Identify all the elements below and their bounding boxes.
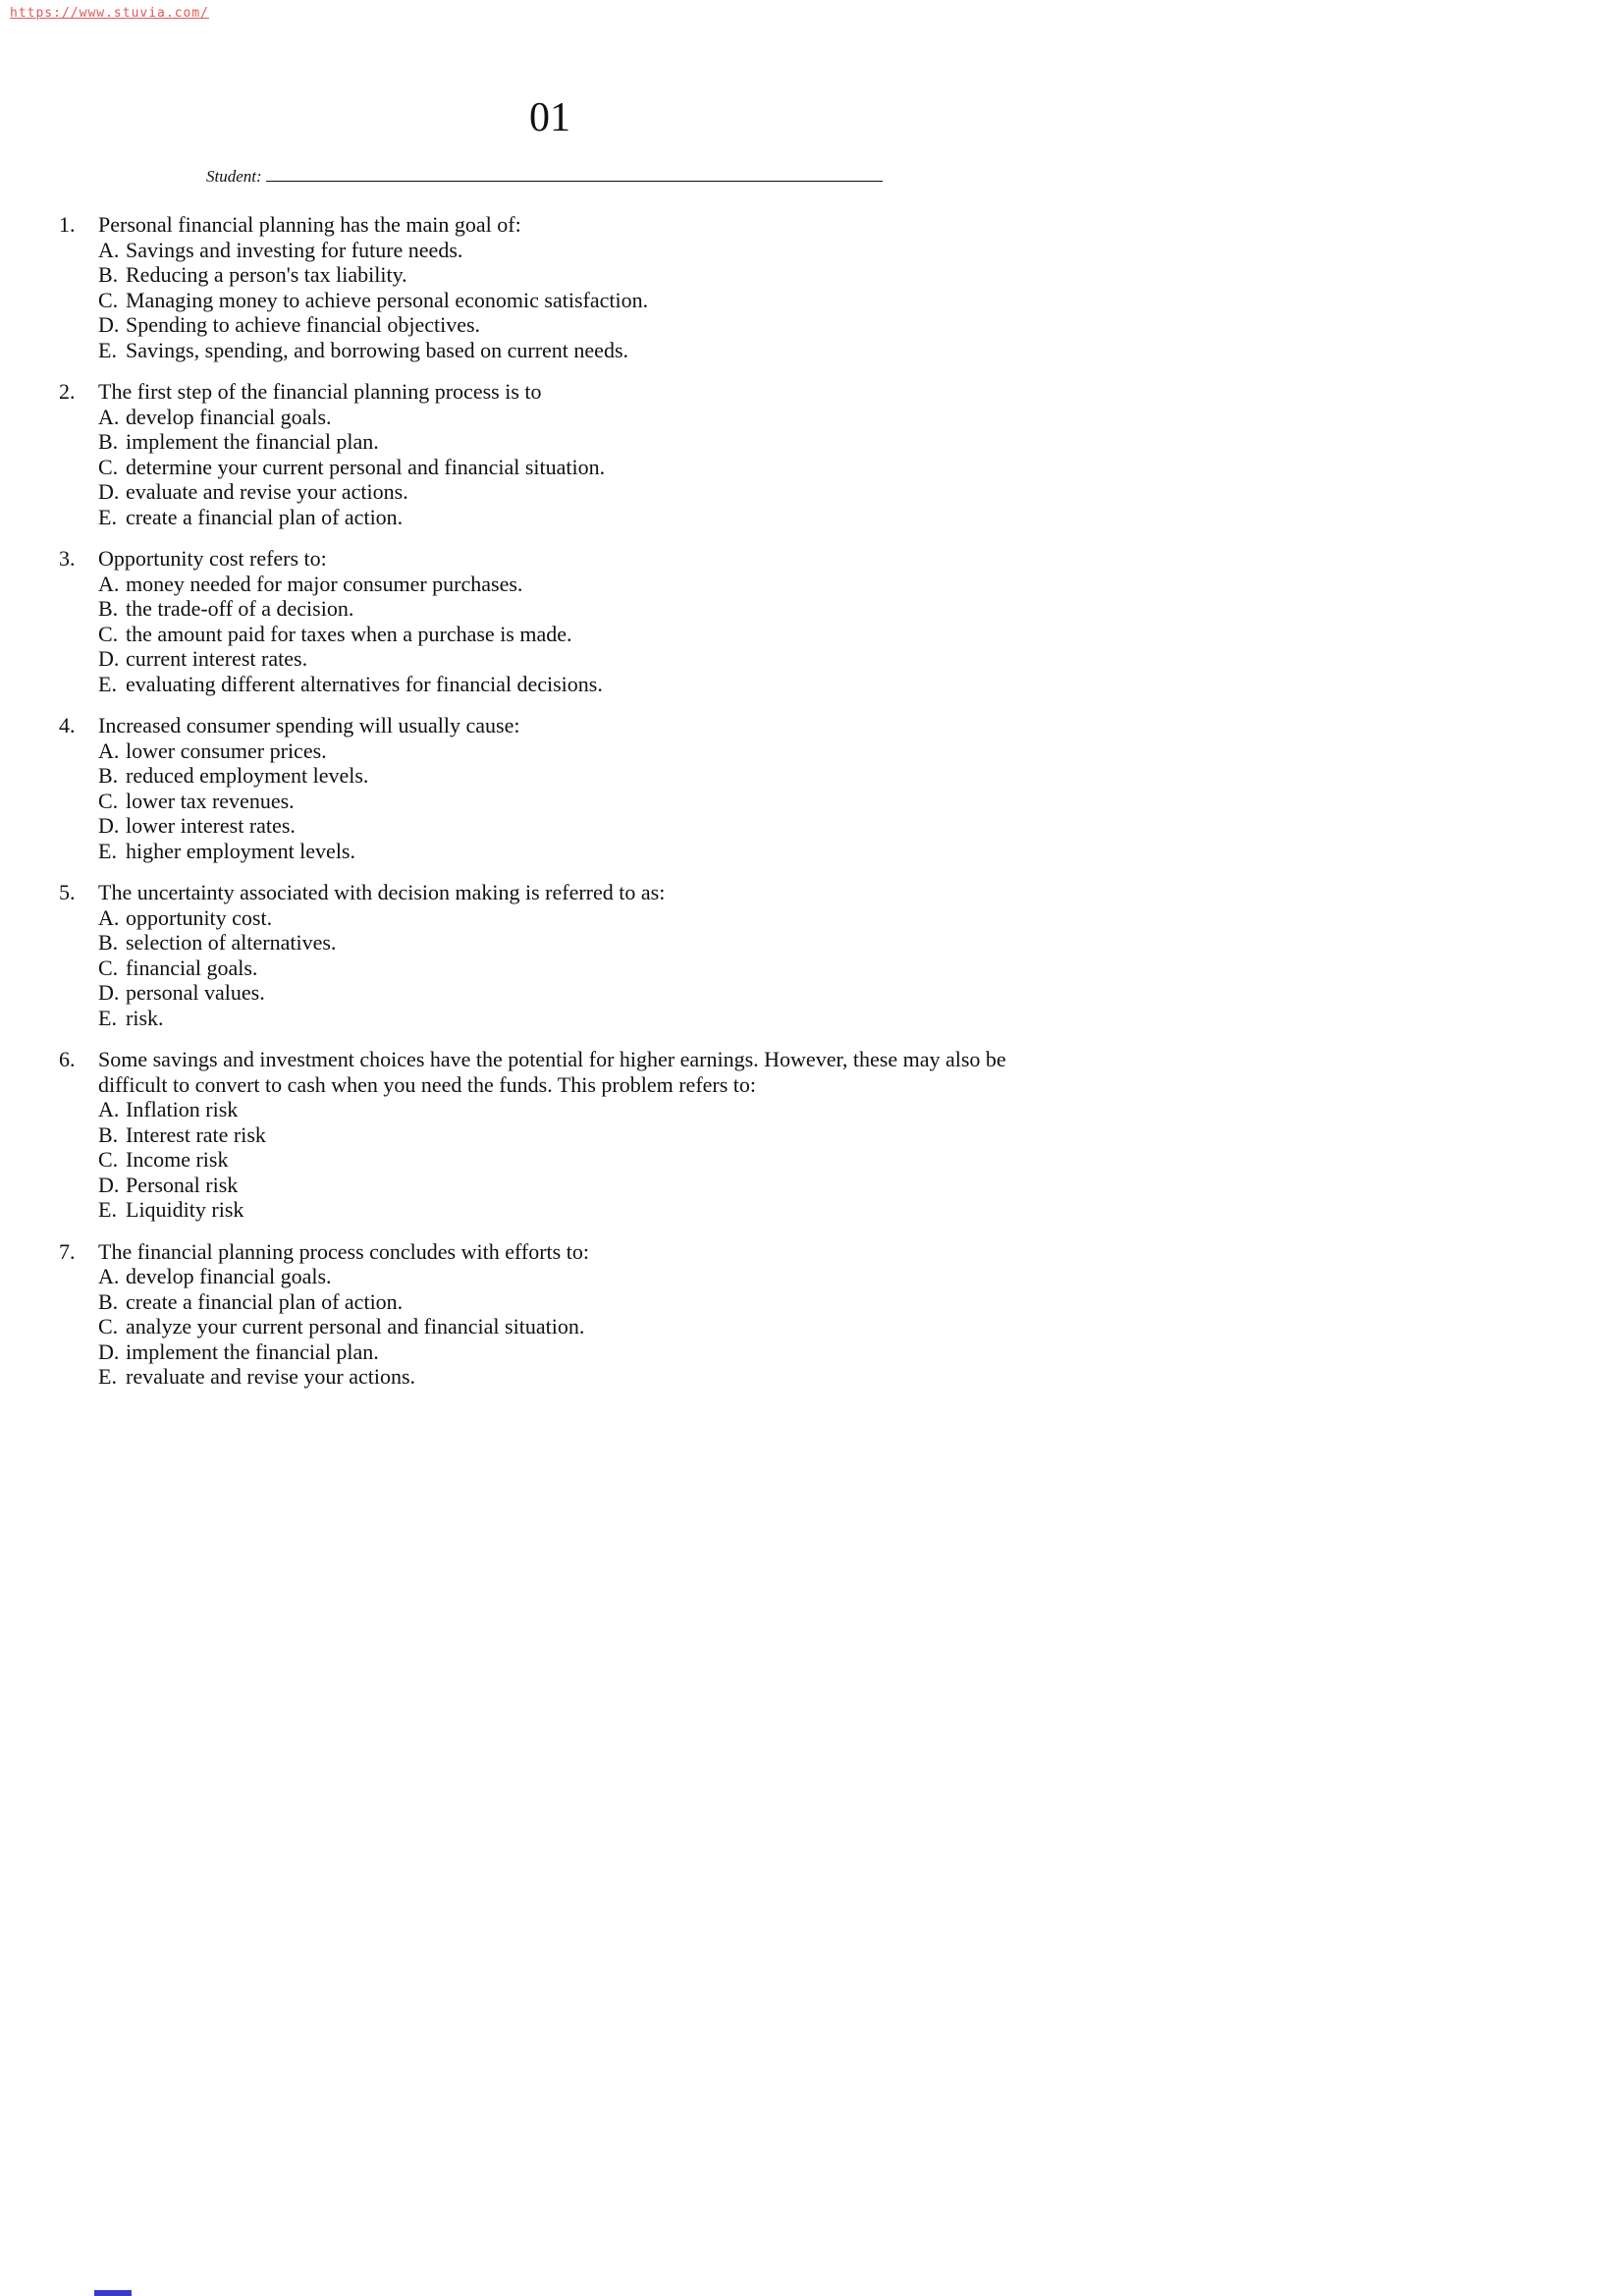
answer-option	[98, 1364, 1041, 1390]
answer-option	[98, 429, 1041, 455]
answer-option	[98, 1006, 1041, 1031]
option-letter: C.	[98, 788, 119, 813]
option-letter: E.	[98, 671, 117, 696]
question-text: The first step of the financial planning process is to	[98, 379, 542, 404]
answer-option	[98, 956, 1041, 981]
option-text: financial goals.	[126, 955, 258, 980]
answer-option	[98, 1314, 1041, 1339]
option-letter: B.	[98, 1121, 119, 1147]
option-letter: D.	[98, 1339, 120, 1364]
option-text: evaluating different alternatives for financial decisions.	[126, 671, 603, 696]
option-text: higher employment levels.	[126, 838, 355, 863]
option-text: revaluate and revise your actions.	[126, 1364, 416, 1389]
option-text: create a financial plan of action.	[126, 1288, 404, 1314]
question-stem	[59, 546, 1041, 572]
answer-option	[98, 646, 1041, 672]
question-text: Increased consumer spending will usually cause:	[98, 713, 520, 738]
question-number: 7.	[59, 1238, 76, 1264]
option-text: Managing money to achieve personal economic satisfaction.	[126, 287, 649, 312]
option-text: money needed for major consumer purchases.	[126, 571, 523, 596]
option-letter: D.	[98, 813, 120, 838]
option-letter: C.	[98, 955, 119, 980]
answer-option	[98, 738, 1041, 764]
option-text: risk.	[126, 1005, 164, 1030]
option-letter: C.	[98, 287, 119, 312]
option-text: evaluate and revise your actions.	[126, 479, 408, 504]
option-text: determine your current personal and financial situation.	[126, 454, 606, 479]
option-letter: E.	[98, 337, 117, 362]
option-text: Savings and investing for future needs.	[126, 237, 463, 262]
option-text: lower tax revenues.	[126, 788, 295, 813]
answer-option	[98, 930, 1041, 956]
question-number: 2.	[59, 379, 76, 404]
option-letter: B.	[98, 930, 119, 955]
option-text: Income risk	[126, 1147, 229, 1172]
student-blank-line	[266, 168, 883, 182]
option-letter: D.	[98, 312, 120, 337]
question-number: 1.	[59, 212, 76, 237]
answer-option	[98, 980, 1041, 1006]
answer-option	[98, 405, 1041, 430]
questions-list	[59, 212, 1041, 1390]
question-text: The uncertainty associated with decision making is referred to as:	[98, 880, 666, 904]
question-number: 5.	[59, 880, 76, 904]
option-letter: A.	[98, 904, 120, 930]
question	[59, 1239, 1041, 1390]
question-text: Some savings and investment choices have the potential for higher earnings. However, these may also be difficult to convert to cash when you need the funds. This problem refers to:	[98, 1047, 1006, 1097]
site-url-link[interactable]: https://www.stuvia.com/	[10, 6, 210, 21]
option-letter: A.	[98, 738, 120, 763]
question-stem	[59, 1047, 1041, 1097]
option-letter: E.	[98, 1197, 117, 1222]
option-text: lower interest rates.	[126, 813, 296, 838]
question-text: The financial planning process concludes with efforts to:	[98, 1238, 589, 1264]
question	[59, 379, 1041, 529]
option-letter: E.	[98, 838, 117, 863]
option-text: personal values.	[126, 980, 265, 1005]
option-letter: D.	[98, 479, 120, 504]
answer-option	[98, 622, 1041, 647]
question	[59, 713, 1041, 863]
student-line	[206, 167, 1041, 187]
option-letter: E.	[98, 504, 117, 529]
option-letter: B.	[98, 429, 119, 454]
question-number: 4.	[59, 713, 76, 738]
option-letter: A.	[98, 237, 120, 262]
answer-option	[98, 455, 1041, 480]
option-letter: A.	[98, 571, 120, 596]
answer-option	[98, 238, 1041, 263]
option-text: implement the financial plan.	[126, 429, 379, 454]
option-text: the trade-off of a decision.	[126, 596, 354, 621]
option-letter: C.	[98, 1314, 119, 1339]
option-text: analyze your current personal and financial situation.	[126, 1314, 585, 1339]
option-letter: E.	[98, 1005, 117, 1030]
option-text: lower consumer prices.	[126, 738, 327, 763]
question-number: 6.	[59, 1047, 76, 1071]
answer-option	[98, 905, 1041, 931]
document-body	[59, 94, 1041, 1406]
option-text: reduced employment levels.	[126, 763, 369, 788]
option-letter: C.	[98, 1147, 119, 1172]
option-letter: A.	[98, 1264, 120, 1288]
answer-option	[98, 1264, 1041, 1289]
option-text: create a financial plan of action.	[126, 504, 404, 529]
answer-option	[98, 288, 1041, 313]
answer-option	[98, 1122, 1041, 1148]
option-letter: B.	[98, 763, 119, 788]
option-text: the amount paid for taxes when a purchase is made.	[126, 621, 572, 646]
question-number: 3.	[59, 546, 76, 571]
answer-option	[98, 1097, 1041, 1122]
option-letter: B.	[98, 596, 119, 621]
option-text: develop financial goals.	[126, 1264, 332, 1288]
question	[59, 880, 1041, 1030]
question-stem	[59, 212, 1041, 238]
answer-option	[98, 839, 1041, 864]
question-text: Opportunity cost refers to:	[98, 546, 327, 571]
option-letter: D.	[98, 980, 120, 1005]
footer-mark	[94, 2290, 132, 2296]
answer-option	[98, 572, 1041, 597]
student-label: Student:	[206, 167, 262, 186]
question-stem	[59, 713, 1041, 738]
option-text: develop financial goals.	[126, 404, 332, 429]
question-stem	[59, 880, 1041, 905]
question	[59, 1047, 1041, 1223]
question-stem	[59, 379, 1041, 405]
page-title: 01	[529, 95, 570, 140]
answer-option	[98, 479, 1041, 505]
option-letter: D.	[98, 646, 120, 671]
option-letter: A.	[98, 404, 120, 429]
option-text: Liquidity risk	[126, 1197, 244, 1222]
option-text: opportunity cost.	[126, 904, 273, 930]
answer-option	[98, 1147, 1041, 1173]
answer-option	[98, 338, 1041, 363]
option-text: Personal risk	[126, 1172, 239, 1197]
question-stem	[59, 1239, 1041, 1265]
option-letter: C.	[98, 454, 119, 479]
option-text: Reducing a person's tax liability.	[126, 262, 407, 287]
answer-option	[98, 312, 1041, 338]
option-letter: A.	[98, 1097, 120, 1121]
question-text: Personal financial planning has the main goal of:	[98, 212, 521, 237]
option-text: Savings, spending, and borrowing based on current needs.	[126, 337, 629, 362]
answer-option	[98, 763, 1041, 789]
question	[59, 546, 1041, 696]
option-letter: C.	[98, 621, 119, 646]
option-text: Inflation risk	[126, 1097, 239, 1121]
answer-option	[98, 1289, 1041, 1315]
answer-option	[98, 813, 1041, 839]
answer-option	[98, 672, 1041, 697]
option-letter: B.	[98, 1288, 119, 1314]
option-text: Spending to achieve financial objectives.	[126, 312, 481, 337]
option-text: Interest rate risk	[126, 1121, 266, 1147]
answer-option	[98, 596, 1041, 622]
option-letter: D.	[98, 1172, 120, 1197]
answer-option	[98, 789, 1041, 814]
answer-option	[98, 505, 1041, 530]
answer-option	[98, 262, 1041, 288]
option-text: implement the financial plan.	[126, 1339, 379, 1364]
answer-option	[98, 1173, 1041, 1198]
option-letter: B.	[98, 262, 119, 287]
option-text: current interest rates.	[126, 646, 308, 671]
question	[59, 212, 1041, 362]
option-letter: E.	[98, 1364, 117, 1389]
option-text: selection of alternatives.	[126, 930, 337, 955]
answer-option	[98, 1339, 1041, 1365]
answer-option	[98, 1197, 1041, 1223]
